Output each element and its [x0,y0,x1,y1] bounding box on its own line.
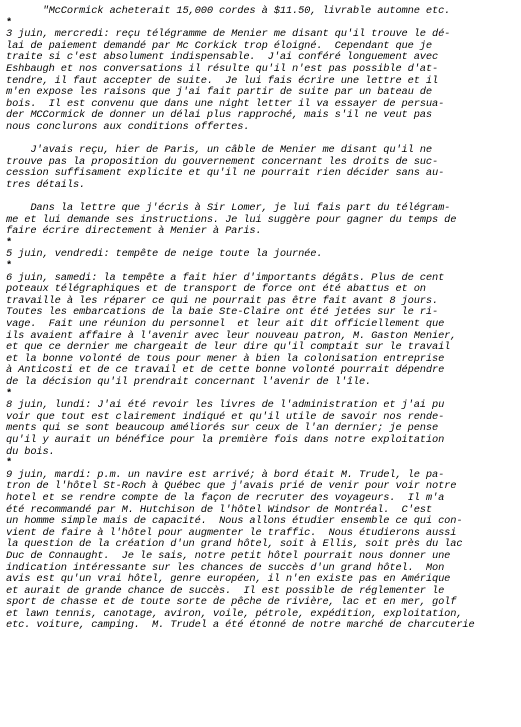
text-line: 8 juin, lundi: J'ai été revoir les livres de l'administration et j'ai pu [6,399,445,412]
text-line: à Anticosti et de ce travail et de cette bonne volonté pourrait dépendre [6,364,445,377]
text-line: travaille à les réparer ce qui ne pourrait pas être fait avant 8 jours. [6,294,439,307]
text-line: "McCormick acheterait 15,000 cordes à $11.50, livrable automne etc. [6,5,451,17]
text-line: indication intéressante sur les chances de succès d'un grand hôtel. Mon [6,561,445,574]
text-line: traite si c'est absolument indispensable. J'ai conféré longuement avec [6,51,439,64]
text-line: avis est qu'un vrai hôtel, genre européen, il n'en existe pas en Amérique [6,573,451,586]
entry-separator: * [6,260,13,273]
text-line: 5 juin, vendredi: tempête de neige toute la journée. [6,248,323,261]
text-line: voir que tout est clairement indiqué et qu'il utile de savoir nos rende- [6,410,445,423]
text-line: tron de l'hôtel St-Roch à Québec que j'avais prié de venir pour voir notre [6,480,457,493]
diary-entry-june-9 [6,470,517,632]
entry-separator: * [6,387,13,400]
text-line: 3 juin, mercredi: reçu télégramme de Menier me disant qu'il trouve le dé- [6,28,451,41]
text-line: bois. Il est convenu que dans une night letter il va essayer de persua- [6,97,445,110]
text-line: de la décision qu'il prendrait concernant l'avenir de l'île. [6,376,372,388]
entry-separator: * [6,16,13,29]
text-line: Duc de Connaught. Je le sais, notre petit hôtel pourrait nous donner une [6,549,451,562]
text-line: der MCCormick de donner un délai plus rapproché, mais s'il ne veut pas [6,109,432,122]
diary-entry-june-8 [6,400,517,458]
text-line: et la bonne volonté de tous pour mener à bien la colonisation entreprise [6,352,445,365]
text-line: lai de paiement demandé par Mc Corkick trop éloigné. Cependant que je [6,39,432,52]
entry-separator: * [6,236,13,249]
text-line: ments qui se sont beaucoup améliorés sur ceux de l'an dernier; je pense [6,422,439,435]
text-line: me et lui demande ses instructions. Je lui suggère pour gagner du temps de [6,213,457,226]
text-line: vient de faire à l'hôtel pour augmenter le traffic. Nous étudierons aussi [6,526,457,539]
text-line: Eshbaugh et nos conversations il résulte qu'il n'est pas possible d'at- [6,62,439,75]
diary-entry-june-5 [6,249,517,261]
text-line: été recommandé par M. Hutchison de l'hôtel Windsor de Montréal. C'est [6,503,432,516]
text-line: vage. Fait une réunion du personnel et leur ait dit officiellement que [6,318,445,331]
quote-paragraph [6,6,517,18]
text-line: tendre, il faut accepter de suite. Je lui fais écrire une lettre et il [6,74,439,87]
text-line: du bois. [6,445,55,458]
text-line: poteaux télégraphiques et de transport de force ont été abattus et on [6,283,426,296]
text-line: J'avais reçu, hier de Paris, un câble de Menier me disant qu'il ne [6,144,432,157]
text-line: faire écrire directement à Menier à Paris. [6,225,262,238]
paragraph-paris-cable [6,145,517,191]
text-line: etc. voiture, camping. M. Trudel a été étonné de notre marché de charcuterie [6,619,475,632]
diary-entry-june-6 [6,273,517,389]
text-line: nous conclurons aux conditions offertes. [6,120,250,133]
paragraph-letter-lomer [6,203,517,238]
text-line: la question de la création d'un grand hôtel, soit à Ellis, soit près du lac [6,538,463,551]
text-line: un homme simple mais de capacité. Nous allons étudier ensemble ce qui con- [6,515,463,528]
text-line: m'en expose les raisons que j'ai fait partir de suite par un bateau de [6,86,432,99]
text-line: 6 juin, samedi: la tempête a fait hier d'importants dégâts. Plus de cent [6,271,445,284]
text-line: cession suffisament explicite et qu'il ne pourrait rien décider sans au- [6,167,445,180]
text-line: et lawn tennis, canotage, aviron, voile, pétrole, expédition, exploitation, [6,607,463,620]
text-line: Dans la lettre que j'écris à Sir Lomer, je lui fais part du télégram- [6,202,451,215]
text-line: 9 juin, mardi: p.m. un navire est arrivé; à bord était M. Trudel, le pa- [6,468,445,481]
text-line: et que ce dernier me chargeait de leur dire qu'il comptait sur le travail [6,341,451,354]
text-line: ils avaient affaire à l'avenir avec leur nouveau patron, M. Gaston Menier, [6,329,457,342]
entry-separator: * [6,457,13,470]
text-line: trouve pas la proposition du gouvernement concernant les droits de suc- [6,155,439,168]
text-line: Toutes les embarcations de la baie Ste-Claire ont été jetées sur le ri- [6,306,439,319]
text-line: tres détails. [6,178,86,191]
text-line: sport de chasse et de toute sorte de pêche de rivière, lac et en mer, golf [6,596,457,609]
diary-entry-june-3 [6,29,517,133]
text-line: et aurait de grande chance de succès. Il est possible de réglementer le [6,584,445,597]
text-line: qu'il y aurait un bénéfice pour la première fois dans notre exploitation [6,433,445,446]
text-line: hotel et se rendre compte de la façon de recruter des voyageurs. Il m'a [6,491,445,504]
